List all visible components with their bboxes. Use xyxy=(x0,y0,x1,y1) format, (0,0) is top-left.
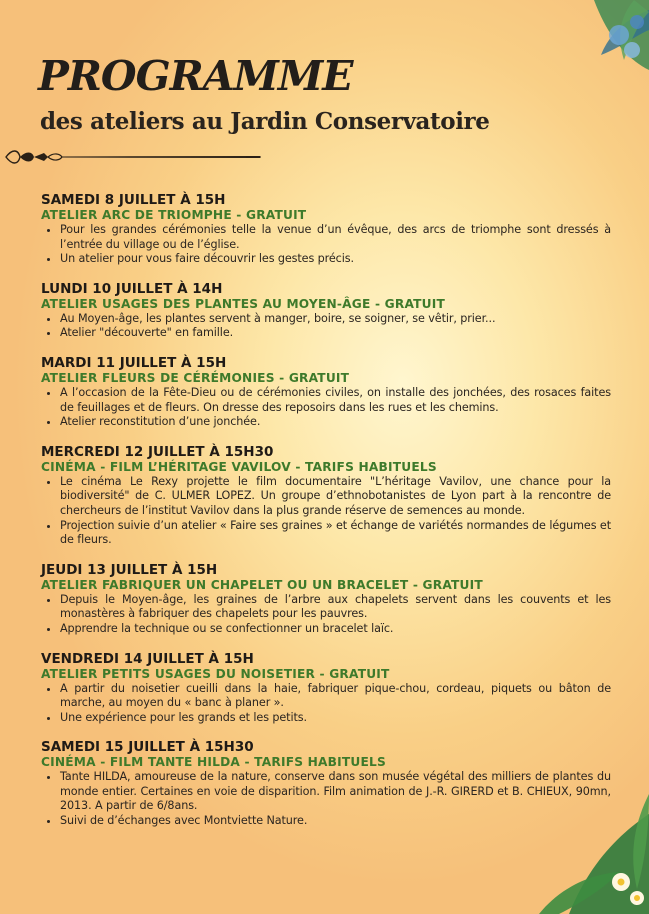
leaves-icon xyxy=(539,0,649,95)
event-title: ATELIER USAGES DES PLANTES AU MOYEN-ÂGE - GRATUIT xyxy=(41,296,445,311)
event-date: LUNDI 10 JUILLET À 14H xyxy=(41,280,223,297)
event-4 xyxy=(41,444,611,548)
event-bullets xyxy=(41,386,611,430)
event-bullets xyxy=(41,223,611,267)
bullet-item: • Une expérience pour les grands et les petits. xyxy=(60,711,611,726)
event-bullets xyxy=(41,312,611,341)
event-date: MERCREDI 12 JUILLET À 15H30 xyxy=(41,443,274,460)
event-3 xyxy=(41,355,611,430)
event-bullets xyxy=(41,682,611,726)
event-title: ATELIER ARC DE TRIOMPHE - GRATUIT xyxy=(41,208,307,222)
bullet-item: • Suivi de d’échanges avec Montviette Nature. xyxy=(60,814,611,829)
event-bullets xyxy=(41,770,611,828)
event-bullets xyxy=(41,593,611,637)
bullet-item: • Le cinéma Le Rexy projette le film documentaire "L’héritage Vavilov, une chance pour la biodiversité" de C. ULMER LOPEZ. Un groupe d’ethnobotanistes de Lyon part à la rencontre de chercheurs de l’institut Vavilov dans la plus grande réserve de semences au monde. xyxy=(60,475,611,519)
event-title: CINÉMA - FILM L’HÉRITAGE VAVILOV - TARIFS HABITUELS xyxy=(41,459,437,474)
bullet-item: • Tante HILDA, amoureuse de la nature, conserve dans son musée végétal des milliers de plantes du monde entier. Certaines en voie de disparition. Film animation de J.-R. GIRERD et B. CHIEUX, 90mn, 2013. A partir de 6/8ans. xyxy=(60,770,611,814)
page-title: PROGRAMME xyxy=(38,52,353,100)
bullet-item: • Au Moyen-âge, les plantes servent à manger, boire, se soigner, se vêtir, prier... xyxy=(60,312,611,327)
event-date: SAMEDI 8 JUILLET À 15H xyxy=(41,192,226,208)
bullet-item: • Depuis le Moyen-âge, les graines de l’arbre aux chapelets servent dans les couvents et les monastères à fabriquer des chapelets pour les pauvres. xyxy=(60,593,611,622)
event-date: MARDI 11 JUILLET À 15H xyxy=(41,354,227,371)
program-list xyxy=(41,192,611,843)
bullet-item: • Apprendre la technique ou se confectionner un bracelet laïc. xyxy=(60,622,611,637)
page-subtitle: des ateliers au Jardin Conservatoire xyxy=(40,108,490,135)
event-title: ATELIER FABRIQUER UN CHAPELET OU UN BRACELET - GRATUIT xyxy=(41,577,483,592)
event-6 xyxy=(41,651,611,726)
event-date: JEUDI 13 JUILLET À 15H xyxy=(41,561,218,578)
bullet-item: • Atelier reconstitution d’une jonchée. xyxy=(60,415,611,430)
bullet-item: • Un atelier pour vous faire découvrir les gestes précis. xyxy=(60,252,611,267)
bullet-item: • Pour les grandes cérémonies telle la venue d’un évêque, des arcs de triomphe sont dressés à l’entrée du village ou de l’église. xyxy=(60,223,611,252)
event-1 xyxy=(41,192,611,267)
event-date: VENDREDI 14 JUILLET À 15H xyxy=(41,650,254,667)
bullet-item: • A l’occasion de la Fête-Dieu ou de cérémonies civiles, on installe des jonchées, des rosaces faites de feuillages et de fleurs. On dresse des reposoirs dans les rues et les chemins. xyxy=(60,386,611,415)
event-7 xyxy=(41,739,611,828)
event-date: SAMEDI 15 JUILLET À 15H30 xyxy=(41,739,254,756)
event-5 xyxy=(41,562,611,637)
event-bullets xyxy=(41,475,611,548)
ornament-divider-icon xyxy=(4,146,264,168)
event-2 xyxy=(41,281,611,341)
bullet-item: • A partir du noisetier cueilli dans la haie, fabriquer pique-chou, cordeau, piquets ou bâton de marche, au moyen du « banc à planer ». xyxy=(60,682,611,711)
event-title: ATELIER FLEURS DE CÉRÉMONIES - GRATUIT xyxy=(41,370,350,385)
bullet-item: • Projection suivie d’un atelier « Faire ses graines » et échange de variétés normandes de légumes et de fleurs. xyxy=(60,519,611,548)
event-title: ATELIER PETITS USAGES DU NOISETIER - GRATUIT xyxy=(41,666,390,681)
bullet-item: • Atelier "découverte" en famille. xyxy=(60,326,611,341)
event-title: CINÉMA - FILM TANTE HILDA - TARIFS HABITUELS xyxy=(41,755,386,770)
